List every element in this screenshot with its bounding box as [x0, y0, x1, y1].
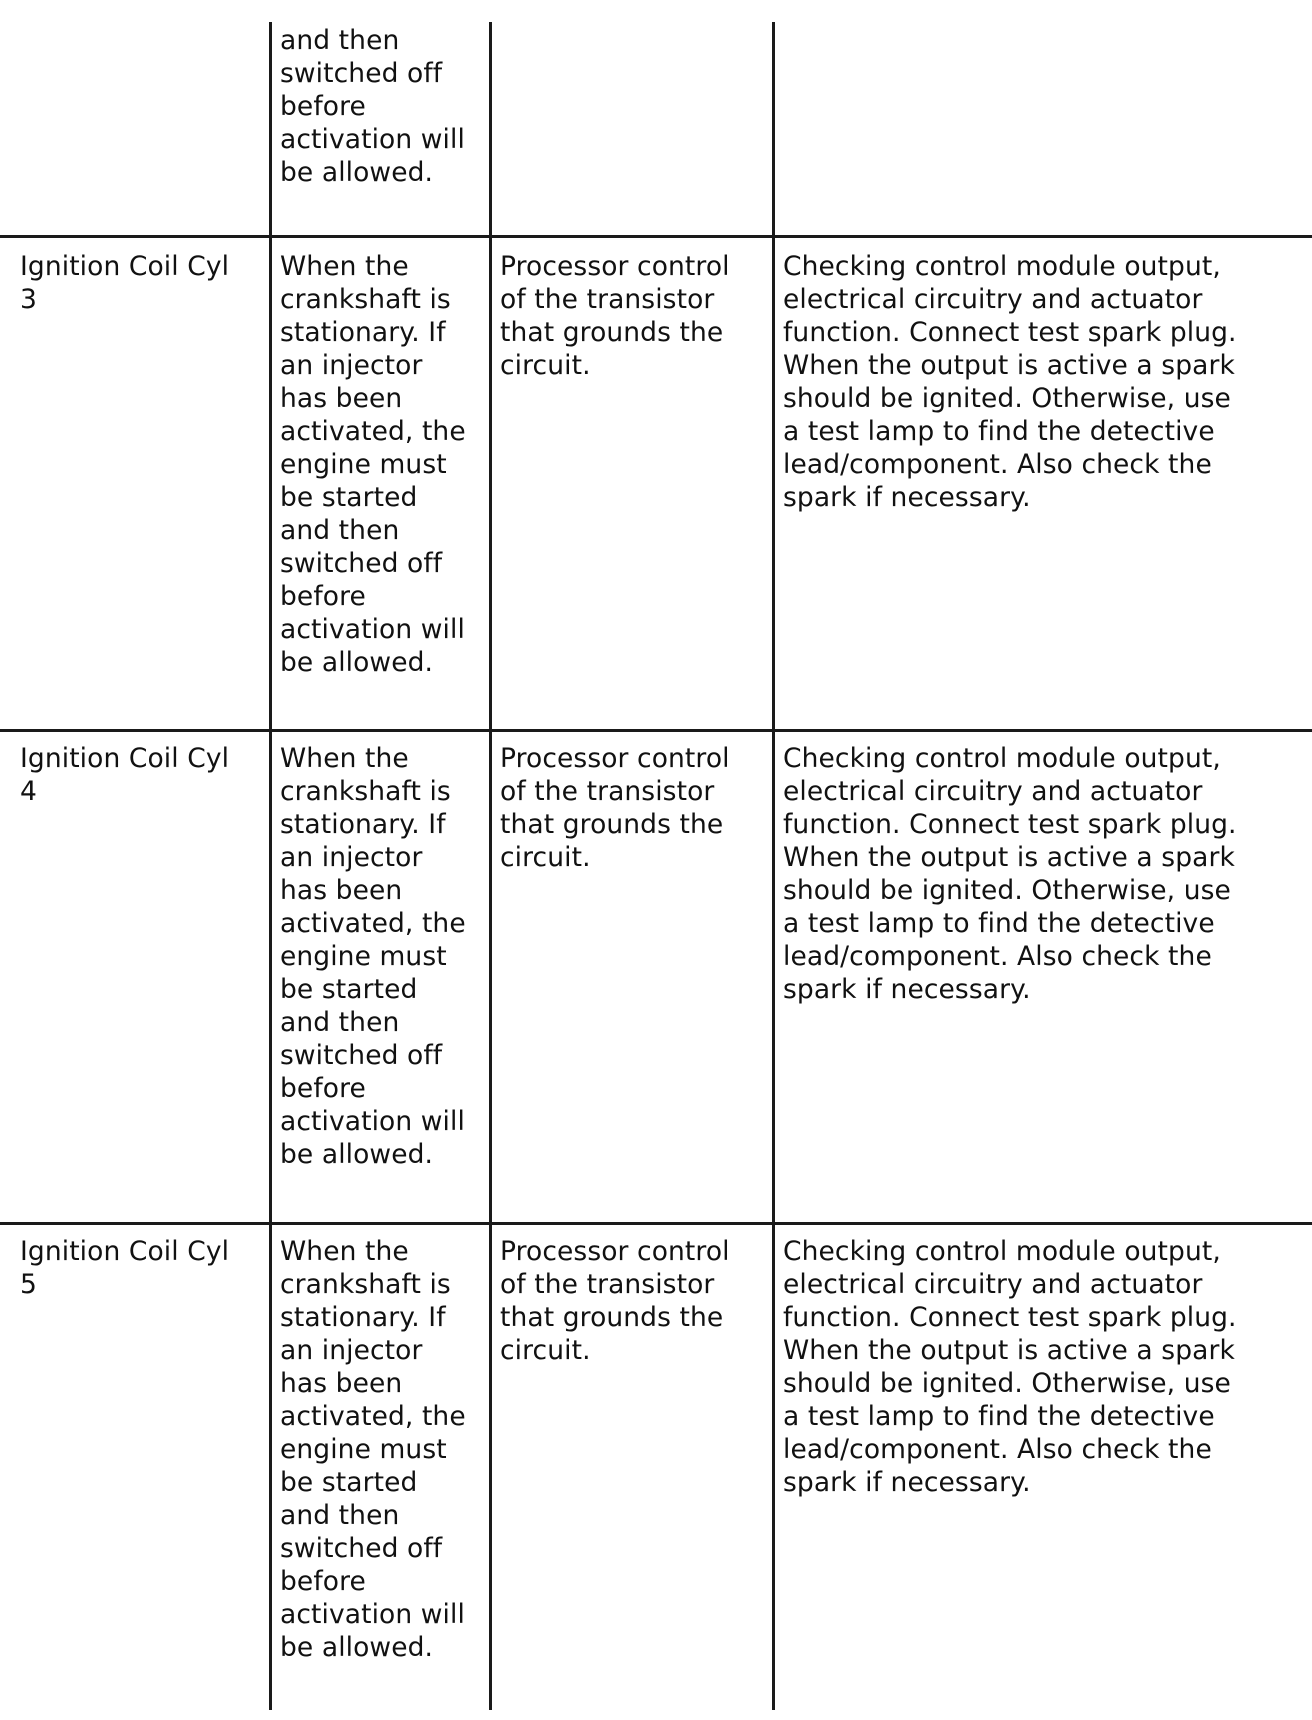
row-divider-1	[0, 235, 1312, 238]
component-cell: Ignition Coil Cyl 3	[20, 251, 230, 315]
control-cell: Processor control of the transistor that grounds the circuit.	[500, 1236, 730, 1366]
row-divider-3	[0, 1222, 1312, 1225]
condition-cell: When the crankshaft is stationary. If an injector has been activated, the engine must be started and then switched off before activation will be allowed.	[280, 743, 466, 1170]
component-cell: Ignition Coil Cyl 5	[20, 1236, 230, 1300]
column-divider-3	[772, 22, 775, 1710]
control-cell: Processor control of the transistor that grounds the circuit.	[500, 251, 730, 381]
condition-cell: When the crankshaft is stationary. If an injector has been activated, the engine must be started and then switched off before activation will be allowed.	[280, 1236, 466, 1663]
component-cell: Ignition Coil Cyl 4	[20, 743, 230, 807]
test-cell: Checking control module output, electrical circuitry and actuator function. Connect test spark plug. When the output is active a spark should be ignited. Otherwise, use a test lamp to find the detective lead/component. Also check the spark if necessary.	[783, 251, 1237, 513]
control-cell: Processor control of the transistor that grounds the circuit.	[500, 743, 730, 873]
column-divider-2	[489, 22, 492, 1710]
row-divider-2	[0, 729, 1312, 732]
condition-cell: When the crankshaft is stationary. If an injector has been activated, the engine must be started and then switched off before activation will be allowed.	[280, 251, 466, 678]
test-cell: Checking control module output, electrical circuitry and actuator function. Connect test spark plug. When the output is active a spark should be ignited. Otherwise, use a test lamp to find the detective lead/component. Also check the spark if necessary.	[783, 743, 1237, 1005]
continued-row-condition: and then switched off before activation will be allowed.	[280, 25, 465, 188]
test-cell: Checking control module output, electrical circuitry and actuator function. Connect test spark plug. When the output is active a spark should be ignited. Otherwise, use a test lamp to find the detective lead/component. Also check the spark if necessary.	[783, 1236, 1237, 1498]
column-divider-1	[269, 22, 272, 1710]
